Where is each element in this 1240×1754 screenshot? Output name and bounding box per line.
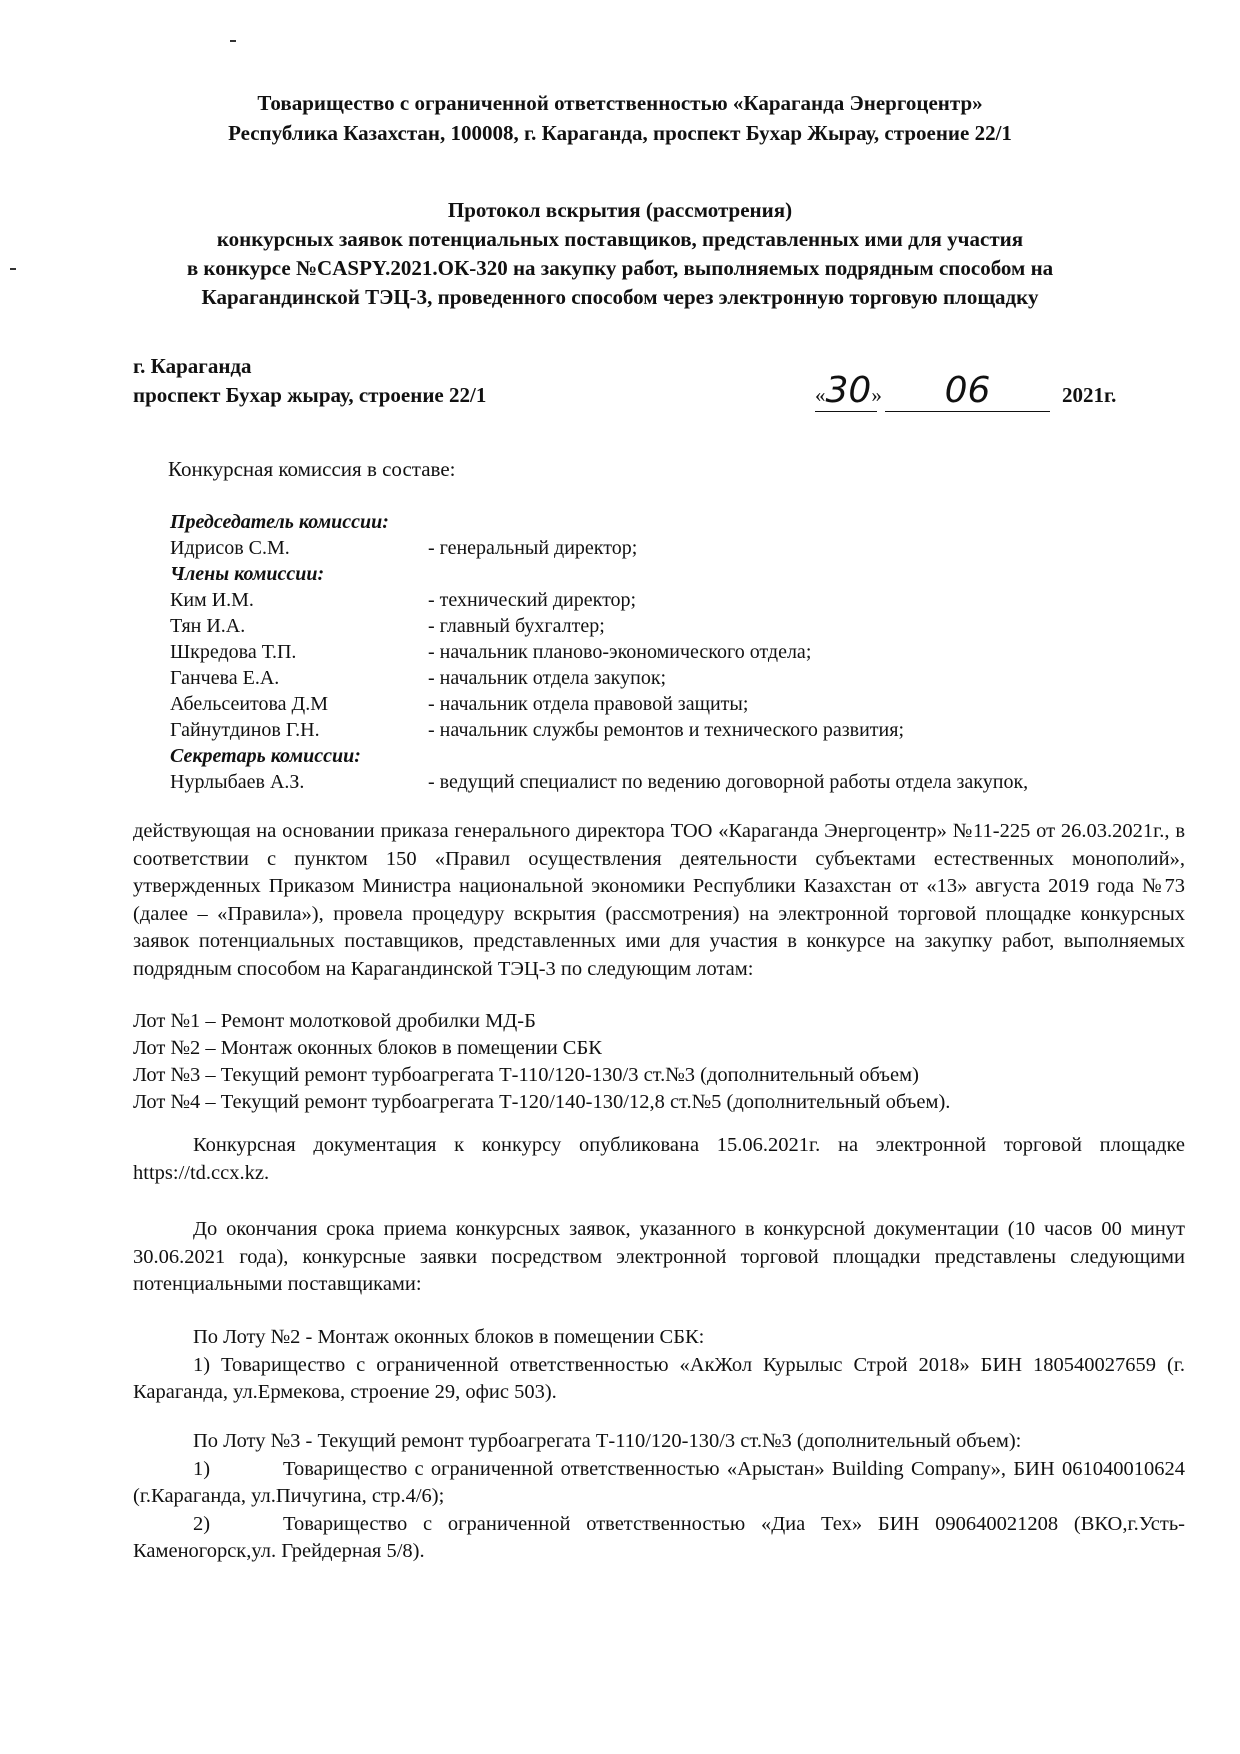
supplier-text: Товарищество с ограниченной ответственностью «Арыстан» Building Company», БИН 061040010624 (г.Караганда, ул.Пичугина, стр.4/6); [133, 1457, 1185, 1507]
lot3-section [133, 1428, 1185, 1566]
place-address: проспект Бухар жырау, строение 22/1 [133, 383, 487, 407]
supplier-text: Товарищество с ограниченной ответственностью «Диа Тех» БИН 090640021208 (ВКО,г.Усть-Каменогорск,ул. Грейдерная 5/8). [133, 1512, 1185, 1562]
member-name: Ким И.М. [170, 589, 254, 611]
member-role: - генеральный директор; [428, 537, 638, 559]
commission-row [170, 639, 1130, 665]
date-year: 2021г. [1062, 383, 1117, 407]
commission-row [170, 769, 1130, 795]
item-number: 2) [193, 1512, 211, 1535]
member-name: Гайнутдинов Г.Н. [170, 719, 320, 741]
lot2-supplier-1: 1) Товарищество с ограниченной ответственностью «АкЖол Курылыс Строй 2018» БИН 180540027659 (г. Караганда, ул.Ермекова, строение 29, офис 503). [133, 1353, 1185, 1403]
member-role: - ведущий специалист по ведению договорной работы отдела закупок, [428, 771, 1029, 793]
item-number: 1) [193, 1457, 211, 1480]
member-role: - главный бухгалтер; [428, 615, 605, 637]
document-title [120, 196, 1120, 312]
date-month: 06 [885, 370, 1050, 412]
commission-row [170, 717, 1130, 743]
title-line-2: конкурсных заявок потенциальных поставщиков, представленных ими для участия [216, 227, 1024, 251]
lot2-section [133, 1324, 1185, 1407]
lot-item: Лот №3 – Текущий ремонт турбоагрегата Т-110/120-130/3 ст.№3 (дополнительный объем) [133, 1064, 919, 1086]
deadline-paragraph: До окончания срока приема конкурсных заявок, указанного в конкурсной документации (10 часов 00 минут 30.06.2021 года), конкурсные заявки посредством электронной торговой площадки представлены следующими потенциальными поставщиками: [133, 1218, 1185, 1295]
organization-address: Республика Казахстан, 100008, г. Караганда, проспект Бухар Жырау, строение 22/1 [228, 121, 1012, 145]
place-city: г. Караганда [133, 354, 252, 378]
commission-row [170, 691, 1130, 717]
member-role: - технический директор; [428, 589, 637, 611]
scan-speck [10, 268, 16, 270]
member-name: Ганчева Е.А. [170, 667, 280, 689]
lot3-heading: По Лоту №3 - Текущий ремонт турбоагрегата Т-110/120-130/3 ст.№3 (дополнительный объем): [193, 1430, 1022, 1452]
member-role: - начальник отдела правовой защиты; [428, 693, 749, 715]
commission-row [170, 613, 1130, 639]
member-role: - начальник службы ремонтов и технического развития; [428, 719, 904, 741]
place-block [133, 352, 486, 410]
title-line-4: Карагандинской ТЭЦ-3, проведенного способом через электронную торговую площадку [201, 285, 1039, 309]
commission-intro: Конкурсная комиссия в составе: [168, 457, 456, 481]
commission-row [170, 665, 1130, 691]
basis-paragraph: действующая на основании приказа генерального директора ТОО «Караганда Энергоцентр» №11-225 от 26.03.2021г., в соответствии с пунктом 150 «Правил осуществления деятельности субъектами естественных монополий», утвержденных Приказом Министра национальной экономики Республики Казахстан от «13» августа 2019 года №73 (далее – «Правила»), провела процедуру вскрытия (рассмотрения) на электронной торговой площадке конкурсных заявок потенциальных поставщиков, представленных ими для участия в конкурсе на закупку работ, выполняемых подрядным способом на Карагандинской ТЭЦ-3 по следующим лотам: [133, 820, 1185, 980]
lot3-supplier-2 [133, 1511, 1185, 1566]
chair-label: Председатель комиссии: [170, 511, 389, 533]
lot-item: Лот №4 – Текущий ремонт турбоагрегата Т-120/140-130/12,8 ст.№5 (дополнительный объем). [133, 1091, 951, 1113]
lot-item: Лот №2 – Монтаж оконных блоков в помещении СБК [133, 1037, 602, 1059]
lots-list [133, 1008, 1185, 1116]
commission-row [170, 535, 1130, 561]
document-date [815, 370, 1116, 412]
member-name: Нурлыбаев А.З. [170, 771, 305, 793]
scan-speck [230, 40, 236, 42]
member-name: Тян И.А. [170, 615, 246, 637]
members-label: Члены комиссии: [170, 563, 325, 585]
commission-row [170, 587, 1130, 613]
member-name: Идрисов С.М. [170, 537, 290, 559]
lot3-supplier-1 [133, 1456, 1185, 1511]
title-line-1: Протокол вскрытия (рассмотрения) [447, 198, 793, 222]
member-role: - начальник планово-экономического отдела; [428, 641, 812, 663]
date-day: «30» [815, 370, 882, 411]
commission-list [170, 509, 1130, 795]
member-name: Абельсеитова Д.М [170, 693, 328, 715]
organization-name: Товарищество с ограниченной ответственностью «Караганда Энергоцентр» [257, 91, 983, 115]
member-name: Шкредова Т.П. [170, 641, 297, 663]
organization-header [120, 88, 1120, 148]
secretary-label: Секретарь комиссии: [170, 745, 361, 767]
title-line-3: в конкурсе №CASPY.2021.ОК-320 на закупку работ, выполняемых подрядным способом на [186, 256, 1054, 280]
lot-item: Лот №1 – Ремонт молотковой дробилки МД-Б [133, 1010, 536, 1032]
publication-paragraph: Конкурсная документация к конкурсу опубликована 15.06.2021г. на электронной торговой площадке https://td.ccx.kz. [133, 1134, 1185, 1184]
member-role: - начальник отдела закупок; [428, 667, 667, 689]
lot2-heading: По Лоту №2 - Монтаж оконных блоков в помещении СБК: [193, 1326, 705, 1348]
